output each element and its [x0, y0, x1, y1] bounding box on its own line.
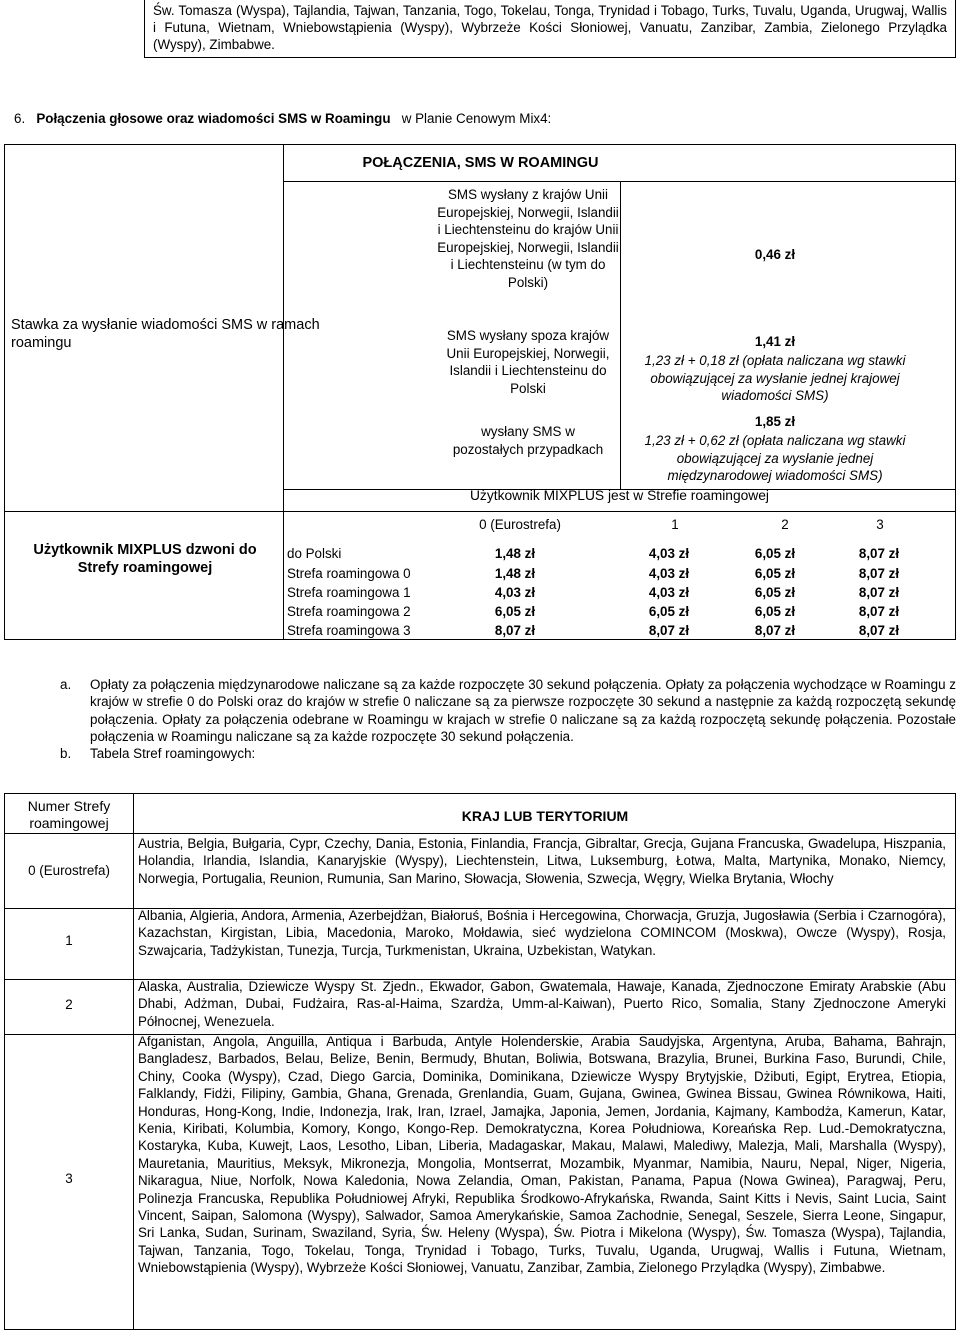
price-cell: 6,05 zł [754, 604, 796, 619]
price-cell: 8,07 zł [494, 623, 536, 638]
zone-col-2: 2 [781, 517, 789, 532]
sms-case-2: SMS wysłany spoza krajów Unii Europejskiej, Norwegii, Islandii i Liechtensteinu do Polski [446, 328, 610, 396]
table-row [5, 583, 956, 603]
row-dest: Strefa roamingowa 0 [287, 566, 411, 581]
zone-number: 2 [65, 997, 73, 1012]
note-letter: a. [60, 677, 72, 692]
price-cell: 8,07 zł [858, 623, 900, 638]
price-cell: 8,07 zł [858, 546, 900, 561]
section-number: 6. [14, 111, 26, 126]
zone-number: 3 [65, 1171, 73, 1186]
zone-countries: Albania, Algieria, Andora, Armenia, Azerbejdżan, Białoruś, Bośnia i Hercegowina, Chorwacja, Gruzja, Jugosławia (Serbia i Czarnogóra), Kazachstan, Kirgistan, Libia, Macedonia, Maroko, Mołdawia, sieć wydzielona COMINCOM (Moskwa), Owcze (Wyspy), Rosja, Szwajcaria, Tadżykistan, Tunezja, Turcja, Turkmenistan, Ukraina, Uzbekistan, Watykan. [138, 908, 946, 958]
zone-number: 1 [65, 933, 73, 948]
zone-number: 0 (Eurostrefa) [28, 863, 110, 878]
price-cell: 6,05 zł [754, 566, 796, 581]
sms-case-1: SMS wysłany z krajów Unii Europejskiej, Norwegii, Islandii i Liechtensteinu do krajów Unii Europejskiej, Norwegii, Islandii i Liechtensteinu (w tym do Polski) [437, 187, 619, 290]
zone-col-3: 3 [876, 517, 884, 532]
zones-table [4, 793, 956, 1330]
price-cell: 8,07 zł [648, 623, 690, 638]
section-title-bold: Połączenia głosowe oraz wiadomości SMS w Roamingu [36, 111, 391, 126]
price-cell: 4,03 zł [648, 566, 690, 581]
table-row [5, 544, 956, 564]
sms-price-2-note: 1,23 zł + 0,18 zł (opłata naliczana wg stawki obowiązującej za wysłanie jednej krajowej wiadomości SMS) [644, 353, 906, 404]
zones-col2-header: KRAJ LUB TERYTORIUM [461, 808, 629, 824]
price-cell: 6,05 zł [754, 546, 796, 561]
sms-rate-label: Stawka za wysłanie wiadomości SMS w ramach roamingu [11, 317, 320, 351]
sms-price-3-note: 1,23 zł + 0,62 zł (opłata naliczana wg stawki obowiązującej za wysłanie jednej międzynarodowej wiadomości SMS) [644, 433, 906, 484]
row-dest: do Polski [287, 546, 342, 561]
table-header: POŁĄCZENIA, SMS W ROAMINGU [362, 155, 599, 171]
row-dest: Strefa roamingowa 1 [287, 585, 411, 600]
section-heading [14, 111, 551, 126]
table-row [5, 564, 956, 584]
zone-col-1: 1 [671, 517, 679, 532]
price-cell: 4,03 zł [648, 546, 690, 561]
sms-case-3: wysłany SMS w pozostałych przypadkach [452, 424, 604, 457]
zones-col1-header: Numer Strefy roamingowej [27, 798, 111, 831]
sms-price-1: 0,46 zł [754, 247, 796, 262]
price-cell: 1,48 zł [494, 566, 536, 581]
price-cell: 8,07 zł [754, 623, 796, 638]
price-cell: 6,05 zł [494, 604, 536, 619]
price-cell: 8,07 zł [858, 604, 900, 619]
table-row [5, 602, 956, 622]
zone-countries: Afganistan, Angola, Anguilla, Antiqua i Barbuda, Antyle Holenderskie, Arabia Saudyjska, Argentyna, Aruba, Bahama, Bahrajn, Bangladesz, Barbados, Belau, Belize, Benin, Bermudy, Bhutan, Boliwia, Botswana, Brazylia, Brunei, Burkina Faso, Burundi, Chile, Chiny, Cooka (Wyspy), Czad, Diego Garcia, Dominika, Dominikana, Dziewicze Wyspy Brytyjskie, Dżibuti, Egipt, Erytrea, Etiopia, Falklandy, Fidżi, Filipiny, Gambia, Ghana, Grenada, Grenlandia, Guam, Gujana, Gwinea, Gwinea Bissau, Gwinea Równikowa, Haiti, Honduras, Hong-Kong, Indie, Indonezja, Irak, Iran, Izrael, Jamajka, Japonia, Jemen, Jordania, Kajmany, Kambodża, Kamerun, Katar, Kenia, Kiribati, Kolumbia, Komory, Kongo, Kongo-Rep. Demokratyczna, Korea Południowa, Koreańska Rep. Lud.-Demokratyczna, Kostaryka, Kuba, Kuwejt, Laos, Lesotho, Liban, Liberia, Madagaskar, Makau, Malawi, Malediwy, Malezja, Mali, Marshalla (Wyspy), Mauretania, Mauritius, Meksyk, Mikronezja, Mongolia, Montserrat, Mozambik, Myanmar, Namibia, Nauru, Nepal, Niger, Nigeria, Nikaragua, Niue, Norfolk, Nowa Kaledonia, Nowa Zelandia, Oman, Pakistan, Panama, Papua (Nowa Gwinea), Paragwaj, Peru, Polinezja Francuska, Republika Południowej Afryki, Republika Środkowo-Afrykańska, Rwanda, Saint Kitts i Nevis, Saint Lucia, Saint Vincent, Saipan, Salomona (Wyspy), Salwador, Samoa Amerykańskie, Samoa Zachodnie, Senegal, Seszele, Sierra Leone, Singapur, Sri Lanka, Sudan, Surinam, Swaziland, Syria, Św. Heleny (Wyspa), Św. Piotra i Mikelona (Wyspy), Św. Tomasza (Wyspa), Tajlandia, Tajwan, Tanzania, Togo, Tokelau, Tonga, Trynidad i Tobago, Turks, Tuvalu, Uganda, Urugwaj, Wallis i Futuna, Wietnam, Wniebowstąpienia (Wyspy), Wybrzeże Kości Słoniowej, Vanuatu, Zanzibar, Zambia, Zielonego Przylądka (Wyspy), Zimbabwe. [138, 1034, 946, 1276]
price-cell: 1,48 zł [494, 546, 536, 561]
price-cell: 8,07 zł [858, 566, 900, 581]
note-a [60, 676, 956, 745]
continuation-box [144, 0, 956, 58]
continuation-text: Św. Tomasza (Wyspa), Tajlandia, Tajwan, Tanzania, Togo, Tokelau, Tonga, Trynidad i Tobago, Turks, Tuvalu, Uganda, Urugwaj, Wallis i Futuna, Wietnam, Wniebowstąpienia (Wyspy), Wybrzeże Kości Słoniowej, Vanuatu, Zanzibar, Zambia, Zielonego Przylądka (Wyspy), Zimbabwe. [153, 3, 947, 52]
section-title-rest: w Planie Cenowym Mix4: [401, 111, 552, 126]
note-text: Tabela Stref roamingowych: [90, 746, 256, 762]
table-row [5, 621, 956, 641]
zone-countries: Austria, Belgia, Bułgaria, Cypr, Czechy, Dania, Estonia, Finlandia, Francja, Gibraltar, Grecja, Gujana Francuska, Gwadelupa, Hiszpania, Holandia, Irlandia, Islandia, Kanaryjskie (Wyspy), Liechtenstein, Litwa, Luksemburg, Łotwa, Malta, Martynika, Monako, Niemcy, Norwegia, Portugalia, Reunion, Rumunia, San Marino, Słowacja, Słowenia, Szwecja, Węgry, Wielka Brytania, Włochy [138, 836, 946, 886]
price-cell: 8,07 zł [858, 585, 900, 600]
row-dest: Strefa roamingowa 2 [287, 604, 411, 619]
call-label: Użytkownik MIXPLUS dzwoni do Strefy roamingowej [33, 542, 257, 576]
zone-col-0: 0 (Eurostrefa) [479, 517, 561, 532]
sms-price-2: 1,41 zł [754, 334, 796, 349]
price-cell: 6,05 zł [648, 604, 690, 619]
roaming-table [4, 144, 956, 640]
zone-user-header: Użytkownik MIXPLUS jest w Strefie roamingowej [469, 488, 770, 503]
note-letter: b. [60, 746, 72, 762]
row-dest: Strefa roamingowa 3 [287, 623, 411, 638]
price-cell: 6,05 zł [754, 585, 796, 600]
notes [60, 676, 956, 762]
price-cell: 4,03 zł [648, 585, 690, 600]
note-text: Opłaty za połączenia międzynarodowe naliczane są za każde rozpoczęte 30 sekund połączenia. Opłaty za połączenia wychodzące w Roamingu z krajów w strefie 0 do Polski oraz do krajów w strefie 0 naliczane są za pierwsze rozpoczęte 30 sekund a następnie za każdą rozpoczętą sekundę połączenia. Opłaty za połączenia odebrane w Roamingu w krajach w strefie 0 naliczane są za każdą rozpoczętą sekundę połączenia. Pozostałe połączenia w Roamingu naliczane są za każde rozpoczęte 30 sekund połączenia. [90, 677, 956, 744]
zone-countries: Alaska, Australia, Dziewicze Wyspy St. Zjedn., Ekwador, Gabon, Gwatemala, Hawaje, Kanada, Zjednoczone Emiraty Arabskie (Abu Dhabi, Adżman, Dubai, Fudżaira, Ras-al-Haima, Szardża, Umm-al-Kaiwan), Puerto Rico, Somalia, Stany Zjednoczone Ameryki Północnej, Wenezuela. [138, 979, 946, 1029]
price-cell: 4,03 zł [494, 585, 536, 600]
note-b [60, 745, 956, 762]
sms-price-3: 1,85 zł [754, 414, 796, 429]
